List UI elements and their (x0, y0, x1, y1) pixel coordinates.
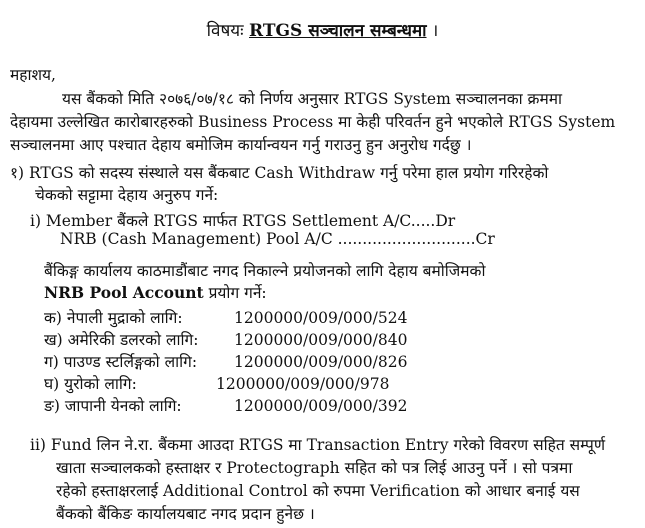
subject-line (0, 22, 645, 41)
intro-line-2: देहायमा उल्लेखित कारोबारहरुको Business Process मा केही परिवर्तन हुने भएकोले RTGS System (10, 113, 616, 131)
point2-line-1: ii) Fund लिन ने.रा. बैंकमा आउदा RTGS मा Transaction Entry गरेको विवरण सहित सम्पूर्ण (30, 436, 606, 454)
pool-line-rest: प्रयोग गर्ने: (203, 284, 267, 302)
account-number: 1200000/009/000/524 (234, 309, 408, 327)
account-number: 1200000/009/000/392 (234, 397, 408, 415)
account-row (44, 375, 604, 394)
account-number: 1200000/009/000/978 (216, 375, 390, 393)
account-label: घ) युरोको लागि: (44, 375, 137, 393)
subject-end: । (431, 21, 439, 41)
account-row (44, 397, 604, 416)
account-number: 1200000/009/000/840 (234, 331, 408, 349)
item-i-line-1: i) Member बैंकले RTGS मार्फत RTGS Settlement A/C.....Dr (30, 212, 456, 230)
banking-line: बैंकिङ्ग कार्यालय काठमाडौंबाट नगद निकाल्ने प्रयोजनको लागि देहाय बमोजिमको (44, 262, 486, 280)
account-label: क) नेपाली मुद्राको लागि: (44, 309, 183, 327)
salutation: महाशय, (10, 66, 56, 84)
subject-prefix: विषयः (206, 21, 244, 41)
account-number: 1200000/009/000/826 (234, 353, 408, 371)
pool-line (44, 283, 267, 303)
account-row (44, 353, 604, 372)
intro-line-1: यस बैंकको मिति २०७६/०७/१८ को निर्णय अनुसार RTGS System सञ्चालनका क्रममा (62, 90, 563, 108)
account-label: ख) अमेरिकी डलरको लागि: (44, 331, 199, 349)
point2-line-4: बैंकको बैंकिङ कार्यालयबाट नगद प्रदान हुनेछ । (56, 505, 315, 523)
account-label: ङ) जापानी येनको लागि: (44, 397, 182, 415)
account-row (44, 331, 604, 350)
point2-line-2: खाता सञ्चालकको हस्ताक्षर र Protectograph सहित को पत्र लिई आउनु पर्ने । सो पत्रमा (56, 459, 573, 477)
account-label: ग) पाउण्ड स्टर्लिङ्गको लागि: (44, 353, 198, 371)
intro-line-3: सञ्चालनमा आए पश्चात देहाय बमोजिम कार्यान्वयन गर्नु गराउनु हुन अनुरोध गर्दछु । (10, 136, 472, 154)
item-i-line-2: NRB (Cash Management) Pool A/C ............................Cr (60, 230, 495, 248)
point1-line-2: चेकको सट्टामा देहाय अनुरुप गर्ने: (35, 186, 219, 204)
account-row (44, 309, 604, 328)
point2-line-3: रहेको हस्ताक्षरलाई Additional Control को रुपमा Verification को आधार बनाई यस (56, 482, 580, 500)
subject-title: RTGS सञ्चालन सम्बन्धमा (249, 21, 427, 41)
point1-line-1: १) RTGS को सदस्य संस्थाले यस बैंकबाट Cash Withdraw गर्नु परेमा हाल प्रयोग गरिरहेको (10, 164, 549, 182)
pool-account-bold: NRB Pool Account (44, 283, 204, 302)
